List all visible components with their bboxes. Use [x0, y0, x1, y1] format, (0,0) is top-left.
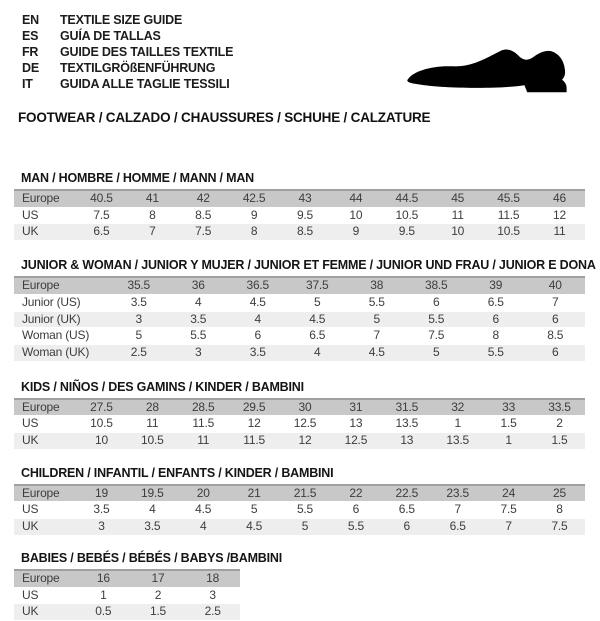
language-code: EN [22, 13, 39, 27]
size-value: 19.5 [127, 485, 178, 502]
size-value: 3 [76, 519, 127, 536]
size-value: 6 [526, 311, 586, 328]
size-value: 7 [483, 519, 534, 536]
size-value: 18 [185, 570, 240, 587]
size-value: 28 [127, 399, 178, 416]
section-man [14, 171, 585, 241]
size-value: 5.5 [330, 519, 381, 536]
size-value: 4.5 [229, 519, 280, 536]
size-value: 6 [407, 294, 467, 311]
row-label: Europe [14, 190, 76, 207]
section-junior-woman [14, 258, 596, 362]
language-label: GUIDA ALLE TAGLIE TESSILI [60, 77, 230, 91]
size-value: 23.5 [432, 485, 483, 502]
size-value: 11 [432, 207, 483, 224]
size-value: 13 [330, 416, 381, 433]
section-title-man: MAN / HOMBRE / HOMME / MANN / MAN [21, 171, 254, 185]
table-row-uk [14, 224, 585, 241]
table-row-woman-uk [14, 344, 585, 361]
size-value: 3.5 [169, 311, 229, 328]
size-value: 5 [280, 519, 331, 536]
size-value: 1.5 [483, 416, 534, 433]
table-row-junior-uk [14, 311, 585, 328]
size-value: 4 [228, 311, 288, 328]
size-value: 39 [466, 277, 526, 294]
language-row [22, 12, 600, 28]
section-kids [14, 380, 585, 450]
size-value: 3 [169, 344, 229, 361]
size-value: 3 [109, 311, 169, 328]
size-value: 9.5 [381, 224, 432, 241]
size-value: 13.5 [381, 416, 432, 433]
size-value: 3.5 [76, 502, 127, 519]
size-value: 1 [483, 433, 534, 450]
size-value: 24 [483, 485, 534, 502]
row-label: Europe [14, 570, 76, 587]
size-value: 6.5 [76, 224, 127, 241]
size-value: 22 [330, 485, 381, 502]
size-value: 6 [466, 311, 526, 328]
shoe-icon [399, 34, 573, 97]
size-value: 9 [229, 207, 280, 224]
size-value: 11.5 [483, 207, 534, 224]
row-label: Europe [14, 399, 76, 416]
row-label: Woman (US) [14, 328, 109, 345]
size-value: 46 [534, 190, 585, 207]
size-table-children [14, 484, 585, 536]
size-value: 4 [288, 344, 348, 361]
language-label: TEXTILE SIZE GUIDE [60, 13, 183, 27]
size-value: 42.5 [229, 190, 280, 207]
language-label: GUÍA DE TALLAS [60, 29, 161, 43]
size-value: 12.5 [280, 416, 331, 433]
size-value: 8 [466, 328, 526, 345]
size-value: 44 [330, 190, 381, 207]
row-label: Europe [14, 485, 76, 502]
size-value: 7 [347, 328, 407, 345]
table-row-europe [14, 485, 585, 502]
size-value: 36.5 [228, 277, 288, 294]
size-value: 11.5 [229, 433, 280, 450]
size-table-man [14, 189, 585, 241]
size-value: 12 [280, 433, 331, 450]
table-row-junior-us [14, 294, 585, 311]
size-value: 1 [432, 416, 483, 433]
size-value: 28.5 [178, 399, 229, 416]
size-value: 8.5 [280, 224, 331, 241]
table-row-us [14, 587, 240, 604]
size-value: 1.5 [534, 433, 585, 450]
size-value: 10.5 [127, 433, 178, 450]
row-label: US [14, 207, 76, 224]
size-value: 3.5 [127, 519, 178, 536]
row-label: UK [14, 519, 76, 536]
size-value: 6.5 [381, 502, 432, 519]
size-value: 11 [178, 433, 229, 450]
size-value: 29.5 [229, 399, 280, 416]
size-value: 13.5 [432, 433, 483, 450]
table-row-europe [14, 399, 585, 416]
size-value: 38.5 [407, 277, 467, 294]
size-value: 2.5 [109, 344, 169, 361]
size-value: 5.5 [280, 502, 331, 519]
size-value: 4.5 [347, 344, 407, 361]
size-value: 41 [127, 190, 178, 207]
size-value: 12 [534, 207, 585, 224]
size-value: 1 [76, 587, 131, 604]
size-table-junior-woman [14, 276, 585, 362]
size-value: 3.5 [228, 344, 288, 361]
row-label: UK [14, 224, 76, 241]
language-code: FR [22, 45, 39, 59]
size-value: 10.5 [381, 207, 432, 224]
size-value: 17 [131, 570, 186, 587]
size-table-babies [14, 569, 240, 621]
size-value: 20 [178, 485, 229, 502]
size-value: 4 [169, 294, 229, 311]
language-label: GUIDE DES TAILLES TEXTILE [60, 45, 234, 59]
size-value: 37.5 [288, 277, 348, 294]
size-value: 42 [178, 190, 229, 207]
size-value: 4.5 [228, 294, 288, 311]
size-value: 7.5 [483, 502, 534, 519]
section-babies [14, 551, 585, 621]
table-row-uk [14, 604, 240, 621]
size-value: 31 [330, 399, 381, 416]
size-value: 10 [76, 433, 127, 450]
language-label: TEXTILGRÖßENFÜHRUNG [60, 61, 216, 75]
size-value: 0.5 [76, 604, 131, 621]
size-value: 5 [407, 344, 467, 361]
size-value: 38 [347, 277, 407, 294]
table-row-us [14, 207, 585, 224]
size-value: 2 [131, 587, 186, 604]
size-value: 4 [127, 502, 178, 519]
language-code: ES [22, 29, 39, 43]
size-value: 13 [381, 433, 432, 450]
table-row-us [14, 416, 585, 433]
size-value: 1.5 [131, 604, 186, 621]
size-value: 7.5 [178, 224, 229, 241]
size-value: 2 [534, 416, 585, 433]
size-value: 11.5 [178, 416, 229, 433]
table-row-us [14, 502, 585, 519]
language-code: DE [22, 61, 39, 75]
size-value: 8.5 [526, 328, 586, 345]
size-value: 4 [178, 519, 229, 536]
size-value: 40.5 [76, 190, 127, 207]
size-table-kids [14, 398, 585, 450]
size-value: 6.5 [466, 294, 526, 311]
section-title-junior-woman: JUNIOR & WOMAN / JUNIOR Y MUJER / JUNIOR ET FEMME / JUNIOR UND FRAU / JUNIOR E DONA [21, 258, 596, 273]
row-label: Woman (UK) [14, 344, 109, 361]
section-children [14, 466, 585, 536]
size-value: 27.5 [76, 399, 127, 416]
size-value: 12 [229, 416, 280, 433]
size-value: 8 [534, 502, 585, 519]
size-value: 33 [483, 399, 534, 416]
size-value: 8.5 [178, 207, 229, 224]
size-value: 22.5 [381, 485, 432, 502]
row-label: US [14, 587, 76, 604]
size-value: 7 [127, 224, 178, 241]
row-label: US [14, 502, 76, 519]
table-row-uk [14, 519, 585, 536]
size-value: 43 [280, 190, 331, 207]
size-value: 33.5 [534, 399, 585, 416]
size-value: 40 [526, 277, 586, 294]
size-value: 4.5 [178, 502, 229, 519]
size-value: 10 [330, 207, 381, 224]
size-value: 21.5 [280, 485, 331, 502]
section-title-babies: BABIES / BEBÉS / BÉBÉS / BABYS /BAMBINI [21, 550, 282, 565]
row-label: Europe [14, 277, 109, 294]
row-label: UK [14, 433, 76, 450]
size-value: 7.5 [76, 207, 127, 224]
size-value: 7 [526, 294, 586, 311]
size-value: 6.5 [432, 519, 483, 536]
size-value: 10 [432, 224, 483, 241]
size-value: 3.5 [109, 294, 169, 311]
section-title-children: CHILDREN / INFANTIL / ENFANTS / KINDER / BAMBINI [21, 465, 334, 480]
table-row-europe [14, 190, 585, 207]
size-value: 5.5 [407, 311, 467, 328]
size-value: 8 [127, 207, 178, 224]
table-row-woman-us [14, 328, 585, 345]
size-tables [14, 171, 596, 621]
size-value: 7.5 [534, 519, 585, 536]
size-value: 19 [76, 485, 127, 502]
table-row-europe [14, 277, 585, 294]
row-label: US [14, 416, 76, 433]
size-value: 35.5 [109, 277, 169, 294]
row-label: UK [14, 604, 76, 621]
size-value: 5.5 [347, 294, 407, 311]
row-label: Junior (UK) [14, 311, 109, 328]
table-row-uk [14, 433, 585, 450]
size-value: 8 [229, 224, 280, 241]
row-label: Junior (US) [14, 294, 109, 311]
size-value: 31.5 [381, 399, 432, 416]
category-title: FOOTWEAR / CALZADO / CHAUSSURES / SCHUHE / CALZATURE [18, 110, 431, 125]
size-value: 10.5 [76, 416, 127, 433]
size-value: 5.5 [169, 328, 229, 345]
size-value: 16 [76, 570, 131, 587]
size-value: 9 [330, 224, 381, 241]
size-value: 44.5 [381, 190, 432, 207]
language-code: IT [22, 77, 33, 91]
size-value: 12.5 [330, 433, 381, 450]
size-value: 10.5 [483, 224, 534, 241]
size-value: 5 [109, 328, 169, 345]
size-value: 36 [169, 277, 229, 294]
size-value: 6 [330, 502, 381, 519]
size-value: 6.5 [288, 328, 348, 345]
size-value: 7.5 [407, 328, 467, 345]
table-row-europe [14, 570, 240, 587]
size-value: 5 [288, 294, 348, 311]
size-value: 32 [432, 399, 483, 416]
size-value: 9.5 [280, 207, 331, 224]
section-title-kids: KIDS / NIÑOS / DES GAMINS / KINDER / BAMBINI [21, 379, 304, 394]
size-value: 5.5 [466, 344, 526, 361]
size-value: 11 [534, 224, 585, 241]
size-value: 11 [127, 416, 178, 433]
size-value: 5 [347, 311, 407, 328]
size-value: 45 [432, 190, 483, 207]
size-value: 2.5 [185, 604, 240, 621]
size-value: 21 [229, 485, 280, 502]
size-value: 6 [228, 328, 288, 345]
size-value: 3 [185, 587, 240, 604]
size-value: 7 [432, 502, 483, 519]
size-value: 5 [229, 502, 280, 519]
size-value: 4.5 [288, 311, 348, 328]
size-value: 30 [280, 399, 331, 416]
size-value: 25 [534, 485, 585, 502]
size-value: 6 [526, 344, 586, 361]
size-value: 45.5 [483, 190, 534, 207]
size-value: 6 [381, 519, 432, 536]
